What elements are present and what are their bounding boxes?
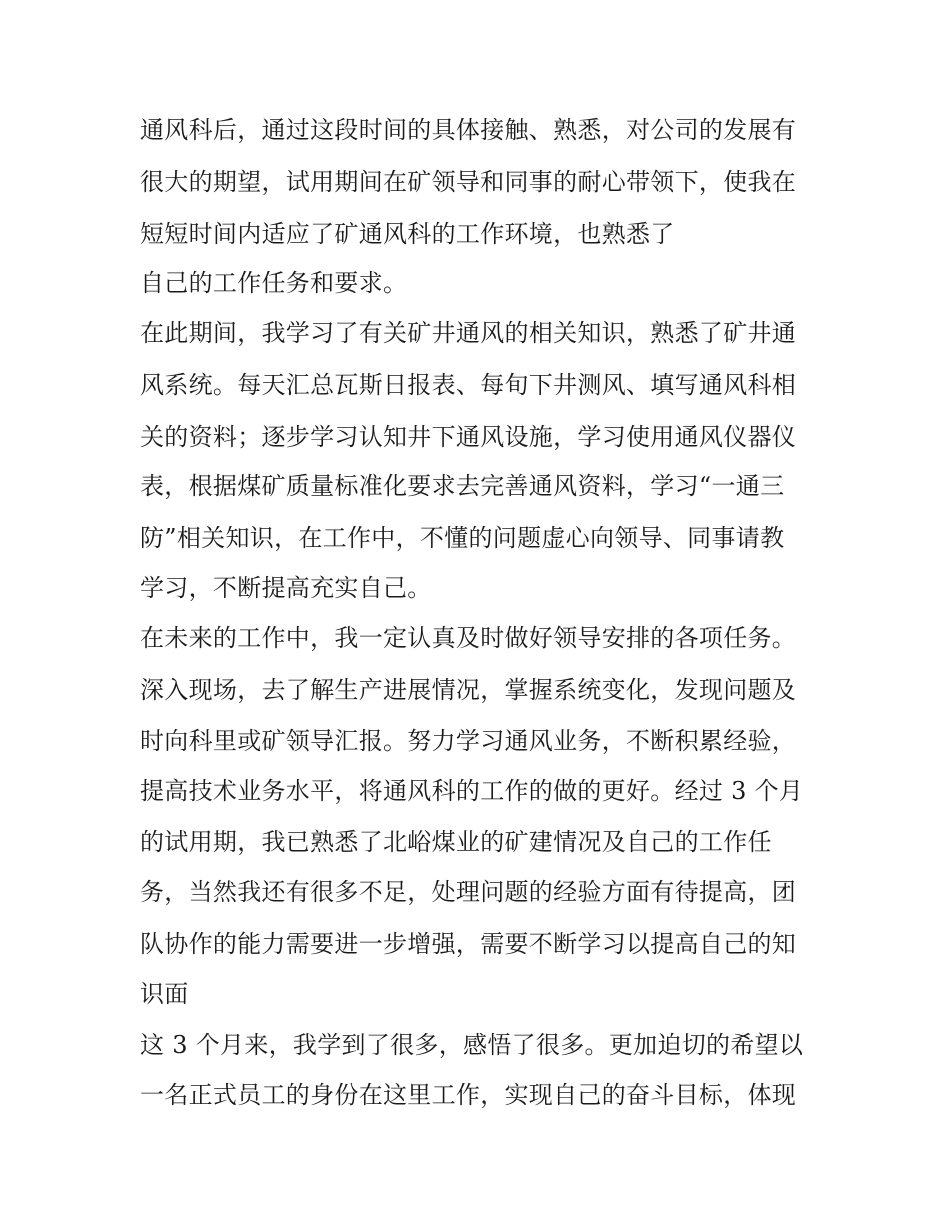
text-line: 深入现场，去了解生产进展情况，掌握系统变化，发现问题及	[140, 676, 797, 704]
text-line: 很大的期望，试用期间在矿领导和同事的耐心带领下，使我在	[140, 168, 797, 196]
text-line: 关的资料；逐步学习认知井下通风设施，学习使用通风仪器仪	[140, 423, 797, 451]
text-line: 的试用期，我已熟悉了北峪煤业的矿建情况及自己的工作任	[140, 828, 772, 856]
text-line: 一名正式员工的身份在这里工作，实现自己的奋斗目标，体现	[140, 1081, 797, 1109]
text-line: 时向科里或矿领导汇报。努力学习通风业务，不断积累经验，	[140, 727, 797, 755]
text-line: 自己的工作任务和要求。	[140, 269, 408, 297]
text-line: 短短时间内适应了矿通风科的工作环境，也熟悉了	[140, 220, 675, 248]
text-line: 防”相关知识，在工作中，不懂的问题虚心向领导、同事请教	[140, 524, 785, 552]
text-line: 学习，不断提高充实自己。	[140, 574, 432, 602]
text-line: 识面	[140, 980, 189, 1008]
text-line: 务，当然我还有很多不足，处理问题的经验方面有待提高，团	[140, 878, 797, 906]
text-line: 提高技术业务水平，将通风科的工作的做的更好。经过 3 个月	[140, 777, 804, 805]
text-line: 在此期间，我学习了有关矿井通风的相关知识，熟悉了矿井通	[140, 319, 797, 347]
text-line: 队协作的能力需要进一步增强，需要不断学习以提高自己的知	[140, 930, 797, 958]
text-line: 这 3 个月来，我学到了很多，感悟了很多。更加迫切的希望以	[140, 1031, 804, 1059]
text-line: 表，根据煤矿质量标准化要求去完善通风资料，学习“一通三	[140, 472, 785, 500]
text-line: 在未来的工作中，我一定认真及时做好领导安排的各项任务。	[140, 624, 797, 652]
text-line: 通风科后，通过这段时间的具体接触、熟悉，对公司的发展有	[140, 116, 797, 144]
text-line: 风系统。每天汇总瓦斯日报表、每旬下井测风、填写通风科相	[140, 371, 797, 399]
